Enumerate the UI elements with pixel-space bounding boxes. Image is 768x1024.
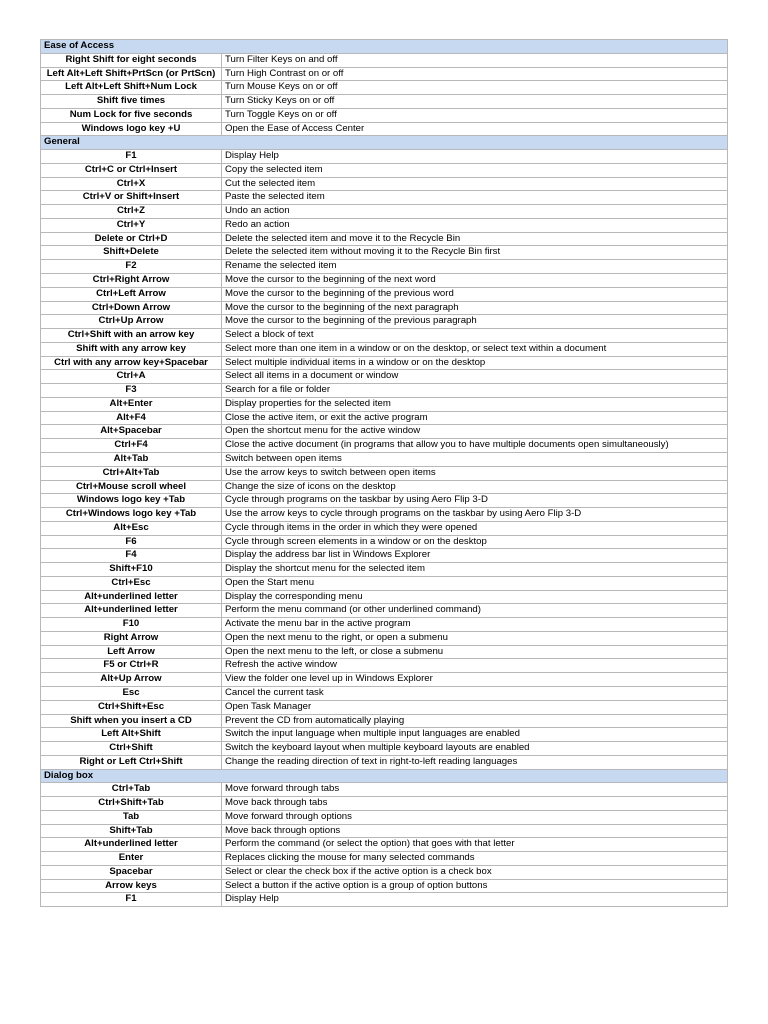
shortcut-description: Display the address bar list in Windows Explorer bbox=[222, 549, 728, 563]
shortcut-key: Ctrl+Up Arrow bbox=[41, 315, 222, 329]
shortcut-description: Display the corresponding menu bbox=[222, 590, 728, 604]
shortcut-description: Switch the keyboard layout when multiple keyboard layouts are enabled bbox=[222, 742, 728, 756]
shortcut-description: View the folder one level up in Windows Explorer bbox=[222, 673, 728, 687]
shortcut-key: Spacebar bbox=[41, 865, 222, 879]
shortcut-description: Use the arrow keys to cycle through programs on the taskbar by using Aero Flip 3-D bbox=[222, 508, 728, 522]
table-row bbox=[41, 122, 728, 136]
shortcut-key: Alt+underlined letter bbox=[41, 604, 222, 618]
table-row bbox=[41, 686, 728, 700]
shortcut-key: Ctrl+Right Arrow bbox=[41, 274, 222, 288]
table-row bbox=[41, 673, 728, 687]
table-row bbox=[41, 163, 728, 177]
shortcut-key: F4 bbox=[41, 549, 222, 563]
shortcut-key: Alt+Enter bbox=[41, 397, 222, 411]
shortcut-key: Left Alt+Shift bbox=[41, 728, 222, 742]
table-row bbox=[41, 439, 728, 453]
table-row bbox=[41, 95, 728, 109]
shortcut-key: Ctrl+Left Arrow bbox=[41, 287, 222, 301]
section-header-row bbox=[41, 136, 728, 150]
shortcut-description: Refresh the active window bbox=[222, 659, 728, 673]
shortcut-key: Shift when you insert a CD bbox=[41, 714, 222, 728]
table-row bbox=[41, 700, 728, 714]
section-header-row bbox=[41, 40, 728, 54]
table-row bbox=[41, 67, 728, 81]
shortcut-description: Open the shortcut menu for the active window bbox=[222, 425, 728, 439]
shortcut-description: Change the size of icons on the desktop bbox=[222, 480, 728, 494]
table-row bbox=[41, 466, 728, 480]
shortcut-key: Ctrl+Z bbox=[41, 205, 222, 219]
table-row bbox=[41, 301, 728, 315]
shortcut-description: Close the active document (in programs that allow you to have multiple documents open simultaneously) bbox=[222, 439, 728, 453]
table-row bbox=[41, 177, 728, 191]
table-row bbox=[41, 342, 728, 356]
shortcut-key: Shift+F10 bbox=[41, 563, 222, 577]
shortcut-table bbox=[40, 39, 728, 907]
shortcut-description: Select a block of text bbox=[222, 329, 728, 343]
shortcut-description: Search for a file or folder bbox=[222, 384, 728, 398]
shortcut-key: Ctrl+Tab bbox=[41, 783, 222, 797]
table-row bbox=[41, 631, 728, 645]
shortcut-description: Select a button if the active option is a group of option buttons bbox=[222, 879, 728, 893]
table-row bbox=[41, 742, 728, 756]
table-row bbox=[41, 865, 728, 879]
shortcut-description: Rename the selected item bbox=[222, 260, 728, 274]
shortcut-key: Ctrl+Shift+Esc bbox=[41, 700, 222, 714]
table-row bbox=[41, 797, 728, 811]
shortcut-key: Alt+Spacebar bbox=[41, 425, 222, 439]
table-row bbox=[41, 205, 728, 219]
shortcut-description: Turn Toggle Keys on or off bbox=[222, 108, 728, 122]
shortcut-key: Ctrl+Shift+Tab bbox=[41, 797, 222, 811]
shortcut-key: F10 bbox=[41, 618, 222, 632]
shortcut-description: Prevent the CD from automatically playing bbox=[222, 714, 728, 728]
table-row bbox=[41, 714, 728, 728]
section-title: General bbox=[41, 136, 728, 150]
table-row bbox=[41, 108, 728, 122]
shortcut-key: Delete or Ctrl+D bbox=[41, 232, 222, 246]
table-row bbox=[41, 81, 728, 95]
shortcut-key: Alt+underlined letter bbox=[41, 838, 222, 852]
shortcut-description: Change the reading direction of text in right-to-left reading languages bbox=[222, 755, 728, 769]
table-row bbox=[41, 246, 728, 260]
shortcut-description: Cycle through items in the order in which they were opened bbox=[222, 521, 728, 535]
shortcut-description: Move back through options bbox=[222, 824, 728, 838]
section-title: Ease of Access bbox=[41, 40, 728, 54]
shortcut-key: Ctrl+Y bbox=[41, 218, 222, 232]
shortcut-key: Ctrl with any arrow key+Spacebar bbox=[41, 356, 222, 370]
shortcut-description: Select more than one item in a window or on the desktop, or select text within a document bbox=[222, 342, 728, 356]
shortcut-description: Paste the selected item bbox=[222, 191, 728, 205]
table-row bbox=[41, 397, 728, 411]
shortcut-description: Move the cursor to the beginning of the previous paragraph bbox=[222, 315, 728, 329]
shortcut-key: Right Shift for eight seconds bbox=[41, 53, 222, 67]
table-row bbox=[41, 384, 728, 398]
shortcut-key: Ctrl+Alt+Tab bbox=[41, 466, 222, 480]
shortcut-description: Select all items in a document or window bbox=[222, 370, 728, 384]
section-title: Dialog box bbox=[41, 769, 728, 783]
shortcut-description: Switch between open items bbox=[222, 452, 728, 466]
table-row bbox=[41, 370, 728, 384]
shortcut-description: Cancel the current task bbox=[222, 686, 728, 700]
shortcut-key: Shift with any arrow key bbox=[41, 342, 222, 356]
shortcut-key: Ctrl+Shift with an arrow key bbox=[41, 329, 222, 343]
table-row bbox=[41, 852, 728, 866]
table-row bbox=[41, 879, 728, 893]
shortcut-description: Move forward through tabs bbox=[222, 783, 728, 797]
table-row bbox=[41, 260, 728, 274]
table-row bbox=[41, 645, 728, 659]
table-row bbox=[41, 356, 728, 370]
shortcut-key: Num Lock for five seconds bbox=[41, 108, 222, 122]
section-header-row bbox=[41, 769, 728, 783]
table-row bbox=[41, 508, 728, 522]
shortcut-key: Ctrl+Down Arrow bbox=[41, 301, 222, 315]
table-row bbox=[41, 232, 728, 246]
table-row bbox=[41, 53, 728, 67]
table-row bbox=[41, 494, 728, 508]
shortcut-description: Delete the selected item without moving it to the Recycle Bin first bbox=[222, 246, 728, 260]
table-row bbox=[41, 783, 728, 797]
shortcut-key: Ctrl+F4 bbox=[41, 439, 222, 453]
table-row bbox=[41, 618, 728, 632]
shortcut-key: Shift five times bbox=[41, 95, 222, 109]
table-row bbox=[41, 590, 728, 604]
shortcut-description: Turn Sticky Keys on or off bbox=[222, 95, 728, 109]
shortcut-description: Perform the command (or select the option) that goes with that letter bbox=[222, 838, 728, 852]
shortcut-description: Close the active item, or exit the active program bbox=[222, 411, 728, 425]
shortcut-description: Open the next menu to the right, or open a submenu bbox=[222, 631, 728, 645]
table-row bbox=[41, 191, 728, 205]
table-row bbox=[41, 425, 728, 439]
shortcut-key: Alt+Up Arrow bbox=[41, 673, 222, 687]
table-row bbox=[41, 893, 728, 907]
table-row bbox=[41, 810, 728, 824]
shortcut-description: Move back through tabs bbox=[222, 797, 728, 811]
shortcut-key: Ctrl+Shift bbox=[41, 742, 222, 756]
shortcut-key: F1 bbox=[41, 893, 222, 907]
shortcut-table-body bbox=[41, 40, 728, 907]
shortcut-key: F6 bbox=[41, 535, 222, 549]
shortcut-description: Perform the menu command (or other underlined command) bbox=[222, 604, 728, 618]
table-row bbox=[41, 452, 728, 466]
table-row bbox=[41, 549, 728, 563]
shortcut-description: Display Help bbox=[222, 150, 728, 164]
shortcut-description: Select multiple individual items in a window or on the desktop bbox=[222, 356, 728, 370]
shortcut-description: Switch the input language when multiple input languages are enabled bbox=[222, 728, 728, 742]
shortcut-description: Open the Ease of Access Center bbox=[222, 122, 728, 136]
shortcut-key: Right or Left Ctrl+Shift bbox=[41, 755, 222, 769]
shortcut-key: F5 or Ctrl+R bbox=[41, 659, 222, 673]
shortcut-description: Delete the selected item and move it to the Recycle Bin bbox=[222, 232, 728, 246]
shortcut-description: Select or clear the check box if the active option is a check box bbox=[222, 865, 728, 879]
shortcut-description: Turn Filter Keys on and off bbox=[222, 53, 728, 67]
table-row bbox=[41, 535, 728, 549]
shortcut-key: Ctrl+C or Ctrl+Insert bbox=[41, 163, 222, 177]
shortcut-key: Ctrl+A bbox=[41, 370, 222, 384]
shortcut-description: Display Help bbox=[222, 893, 728, 907]
shortcut-key: Left Arrow bbox=[41, 645, 222, 659]
shortcut-key: Alt+underlined letter bbox=[41, 590, 222, 604]
shortcut-description: Activate the menu bar in the active program bbox=[222, 618, 728, 632]
shortcut-description: Turn Mouse Keys on or off bbox=[222, 81, 728, 95]
table-row bbox=[41, 838, 728, 852]
table-row bbox=[41, 480, 728, 494]
table-row bbox=[41, 521, 728, 535]
table-row bbox=[41, 576, 728, 590]
shortcut-key: Windows logo key +U bbox=[41, 122, 222, 136]
shortcut-description: Cycle through programs on the taskbar by using Aero Flip 3-D bbox=[222, 494, 728, 508]
shortcut-key: F2 bbox=[41, 260, 222, 274]
shortcut-key: F1 bbox=[41, 150, 222, 164]
shortcut-description: Cycle through screen elements in a window or on the desktop bbox=[222, 535, 728, 549]
table-row bbox=[41, 315, 728, 329]
shortcut-key: Shift+Tab bbox=[41, 824, 222, 838]
shortcut-description: Move the cursor to the beginning of the next word bbox=[222, 274, 728, 288]
shortcut-key: Ctrl+X bbox=[41, 177, 222, 191]
table-row bbox=[41, 755, 728, 769]
shortcut-key: Left Alt+Left Shift+Num Lock bbox=[41, 81, 222, 95]
shortcut-description: Undo an action bbox=[222, 205, 728, 219]
table-row bbox=[41, 150, 728, 164]
shortcut-description: Replaces clicking the mouse for many selected commands bbox=[222, 852, 728, 866]
shortcut-key: Tab bbox=[41, 810, 222, 824]
table-row bbox=[41, 659, 728, 673]
shortcut-description: Open Task Manager bbox=[222, 700, 728, 714]
shortcut-key: Left Alt+Left Shift+PrtScn (or PrtScn) bbox=[41, 67, 222, 81]
shortcut-key: Ctrl+Esc bbox=[41, 576, 222, 590]
table-row bbox=[41, 411, 728, 425]
table-row bbox=[41, 728, 728, 742]
shortcut-description: Cut the selected item bbox=[222, 177, 728, 191]
shortcut-key: Alt+Esc bbox=[41, 521, 222, 535]
shortcut-key: Enter bbox=[41, 852, 222, 866]
shortcut-description: Turn High Contrast on or off bbox=[222, 67, 728, 81]
shortcut-key: Alt+Tab bbox=[41, 452, 222, 466]
shortcut-description: Redo an action bbox=[222, 218, 728, 232]
shortcut-description: Display the shortcut menu for the selected item bbox=[222, 563, 728, 577]
shortcut-key: Arrow keys bbox=[41, 879, 222, 893]
shortcut-key: Esc bbox=[41, 686, 222, 700]
shortcut-description: Move the cursor to the beginning of the next paragraph bbox=[222, 301, 728, 315]
table-row bbox=[41, 287, 728, 301]
shortcut-key: Alt+F4 bbox=[41, 411, 222, 425]
table-row bbox=[41, 824, 728, 838]
shortcut-key: Ctrl+Windows logo key +Tab bbox=[41, 508, 222, 522]
shortcut-description: Open the next menu to the left, or close a submenu bbox=[222, 645, 728, 659]
shortcut-description: Open the Start menu bbox=[222, 576, 728, 590]
shortcut-key: Ctrl+V or Shift+Insert bbox=[41, 191, 222, 205]
shortcut-description: Copy the selected item bbox=[222, 163, 728, 177]
table-row bbox=[41, 329, 728, 343]
table-row bbox=[41, 604, 728, 618]
shortcut-key: Right Arrow bbox=[41, 631, 222, 645]
shortcut-description: Display properties for the selected item bbox=[222, 397, 728, 411]
table-row bbox=[41, 563, 728, 577]
table-row bbox=[41, 274, 728, 288]
shortcut-key: Windows logo key +Tab bbox=[41, 494, 222, 508]
shortcut-description: Move the cursor to the beginning of the previous word bbox=[222, 287, 728, 301]
shortcut-key: Ctrl+Mouse scroll wheel bbox=[41, 480, 222, 494]
shortcut-description: Move forward through options bbox=[222, 810, 728, 824]
table-row bbox=[41, 218, 728, 232]
shortcut-description: Use the arrow keys to switch between open items bbox=[222, 466, 728, 480]
shortcut-key: F3 bbox=[41, 384, 222, 398]
shortcut-key: Shift+Delete bbox=[41, 246, 222, 260]
